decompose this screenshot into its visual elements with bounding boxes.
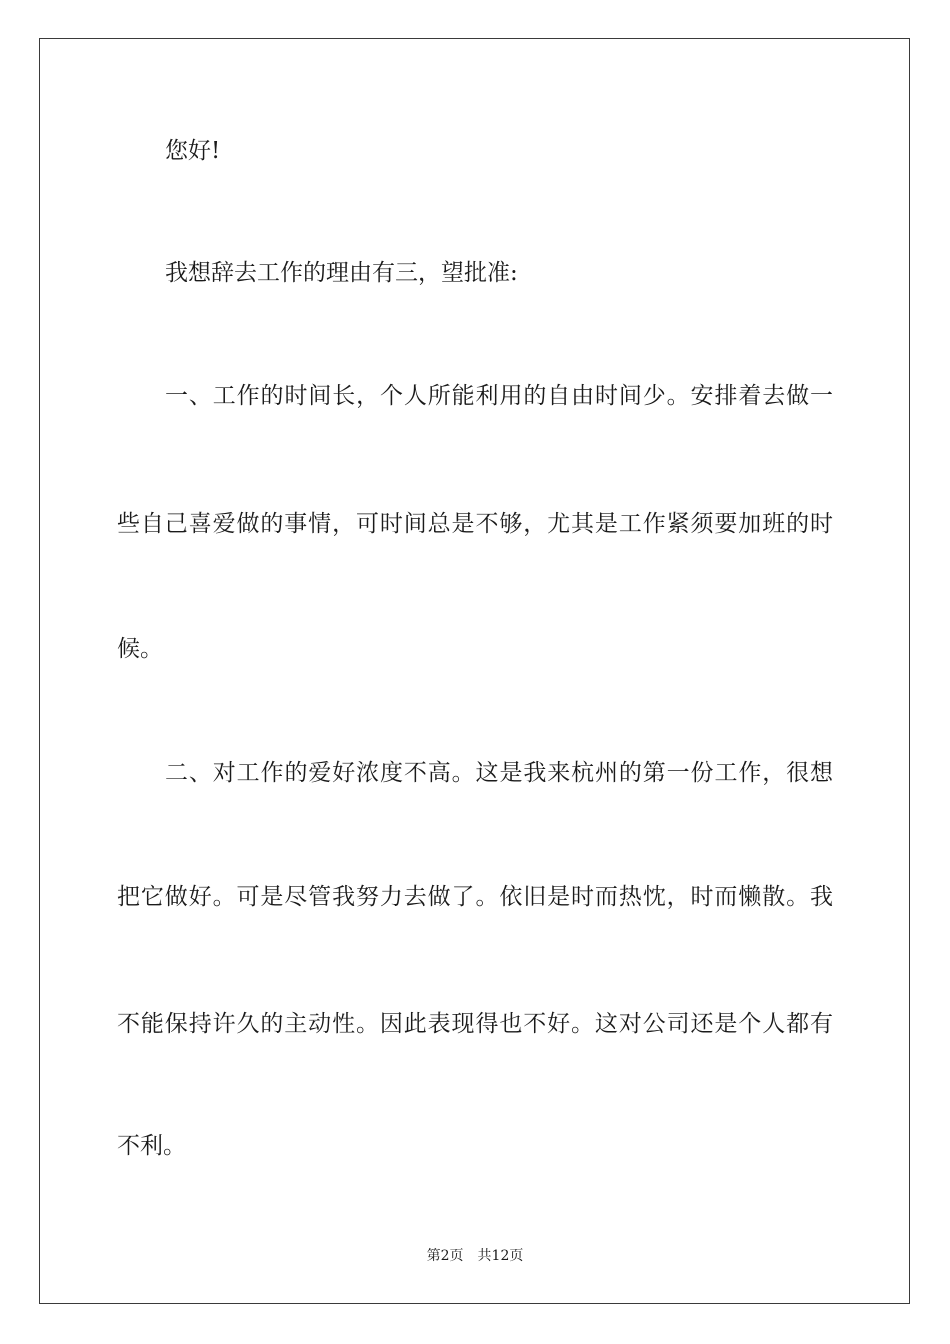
reason1-line1: 一、工作的时间长，个人所能利用的自由时间少。安排着去做一	[165, 383, 833, 409]
reason1-line3: 候。	[117, 636, 163, 662]
page-footer	[0, 1246, 950, 1266]
greeting-line: 您好!	[165, 138, 221, 164]
page-total: 共12页	[477, 1248, 524, 1264]
reason2-line2: 把它做好。可是尽管我努力去做了。依旧是时而热忱，时而懒散。我	[117, 884, 833, 910]
reason2-line4: 不利。	[117, 1133, 186, 1159]
page-number: 第2页	[426, 1248, 464, 1264]
page-border	[39, 38, 910, 1304]
reason2-line1: 二、对工作的爱好浓度不高。这是我来杭州的第一份工作，很想	[165, 760, 833, 786]
intro-line: 我想辞去工作的理由有三，望批准:	[165, 260, 518, 286]
reason1-line2: 些自己喜爱做的事情，可时间总是不够，尤其是工作紧须要加班的时	[117, 511, 833, 537]
reason2-line3: 不能保持许久的主动性。因此表现得也不好。这对公司还是个人都有	[117, 1011, 833, 1037]
